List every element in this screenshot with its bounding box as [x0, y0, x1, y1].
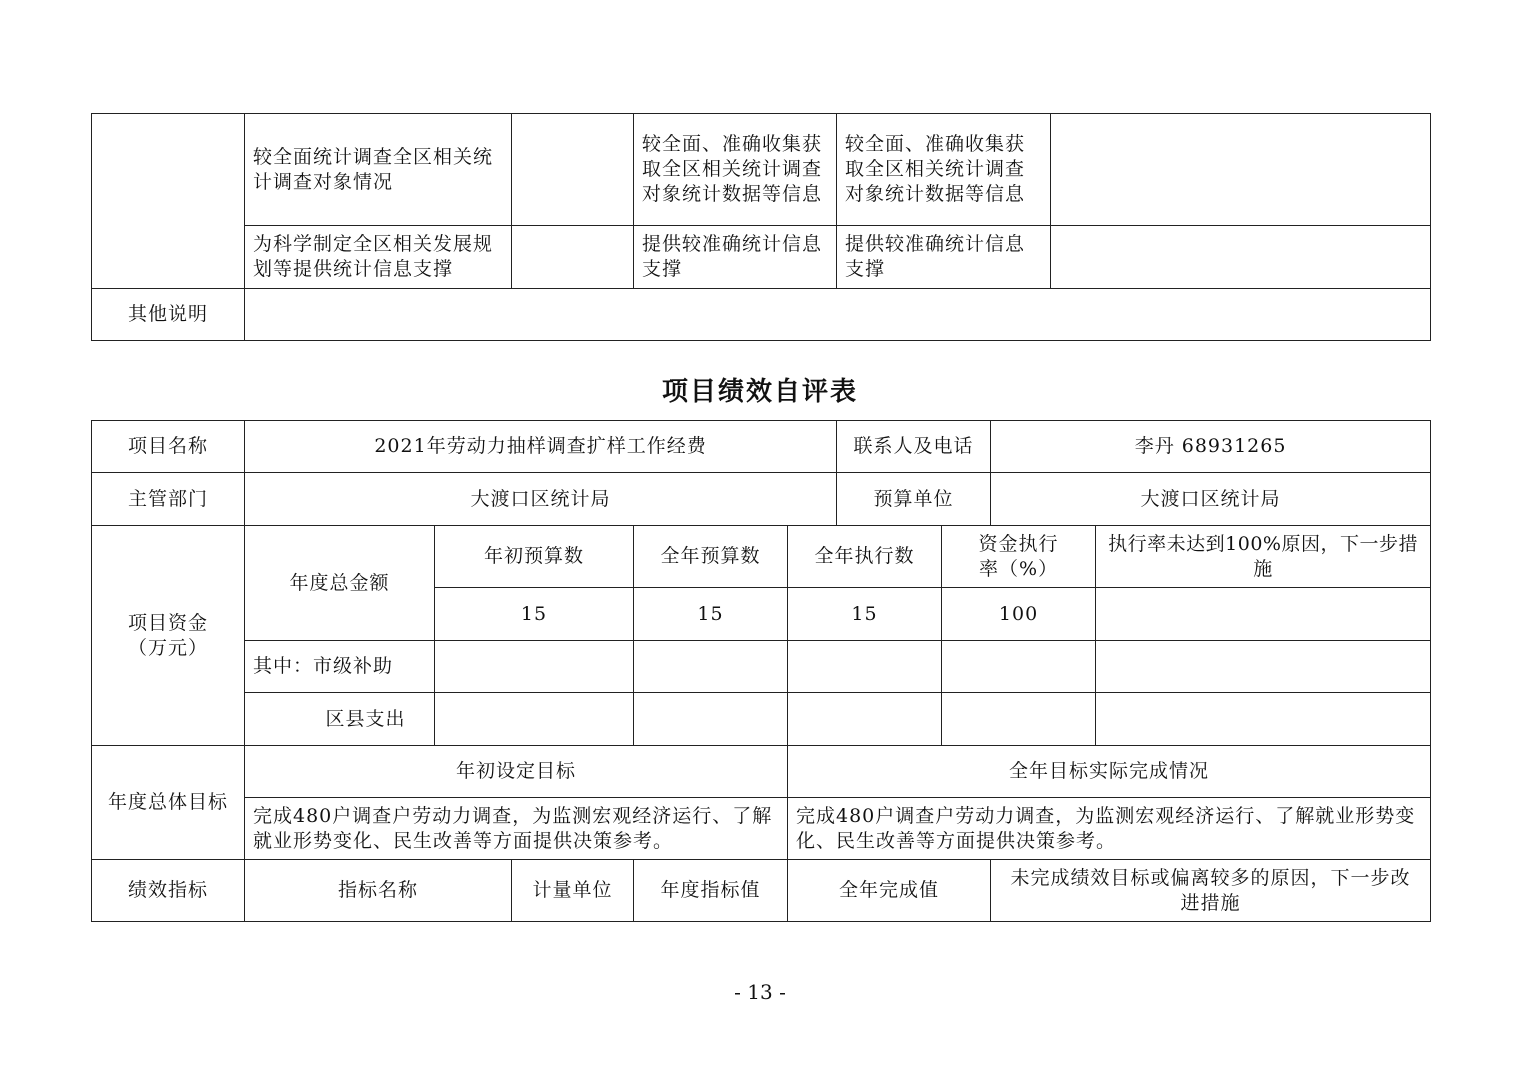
city-executed	[788, 641, 942, 693]
indicator-name: 为科学制定全区相关发展规划等提供统计信息支撑	[245, 226, 512, 289]
deviation-reason-header: 未完成绩效目标或偏离较多的原因，下一步改进措施	[991, 860, 1431, 922]
unit-cell	[512, 114, 634, 226]
header-execution-rate: 资金执行率（%）	[942, 526, 1096, 588]
actual-goal-text: 完成480户调查户劳动力调查，为监测宏观经济运行、了解就业形势变化、民生改善等方面提供决策参考。	[788, 798, 1431, 860]
target-value: 提供较准确统计信息支撑	[634, 226, 837, 289]
district-expense-label: 区县支出	[245, 693, 435, 746]
funds-label: 项目资金 （万元）	[92, 526, 245, 746]
reason-cell	[1051, 226, 1431, 289]
page-title: 项目绩效自评表	[661, 377, 858, 407]
executed-value: 15	[788, 588, 942, 641]
reason-cell	[1051, 114, 1431, 226]
city-reason	[1096, 641, 1431, 693]
page-number: - 13 -	[734, 980, 786, 1004]
indicator-name-header: 指标名称	[245, 860, 512, 922]
performance-label: 绩效指标	[92, 860, 245, 922]
other-notes-value	[245, 289, 1431, 341]
set-goal-header: 年初设定目标	[245, 746, 788, 798]
initial-budget-value: 15	[435, 588, 634, 641]
city-rate	[942, 641, 1096, 693]
actual-value: 较全面、准确收集获取全区相关统计调查对象统计数据等信息	[837, 114, 1051, 226]
dept-value: 大渡口区统计局	[245, 473, 837, 526]
district-annual	[634, 693, 788, 746]
annual-goal-label: 年度总体目标	[92, 746, 245, 860]
annual-budget-value: 15	[634, 588, 788, 641]
budget-unit-value: 大渡口区统计局	[991, 473, 1431, 526]
city-subsidy-label: 其中：市级补助	[245, 641, 435, 693]
header-annual-budget: 全年预算数	[634, 526, 788, 588]
continuation-table	[91, 113, 1431, 341]
district-rate	[942, 693, 1096, 746]
indicator-name: 较全面统计调查全区相关统计调查对象情况	[245, 114, 512, 226]
budget-unit-label: 预算单位	[837, 473, 991, 526]
unit-header: 计量单位	[512, 860, 634, 922]
city-initial	[435, 641, 634, 693]
project-name: 2021年劳动力抽样调查扩样工作经费	[245, 421, 837, 473]
set-goal-text: 完成480户调查户劳动力调查，为监测宏观经济运行、了解就业形势变化、民生改善等方面提供决策参考。	[245, 798, 788, 860]
self-evaluation-table	[91, 420, 1431, 922]
shortfall-reason-value	[1096, 588, 1431, 641]
dept-label: 主管部门	[92, 473, 245, 526]
contact-label: 联系人及电话	[837, 421, 991, 473]
annual-target-header: 年度指标值	[634, 860, 788, 922]
district-reason	[1096, 693, 1431, 746]
header-executed: 全年执行数	[788, 526, 942, 588]
other-notes-label: 其他说明	[92, 289, 245, 341]
project-name-label: 项目名称	[92, 421, 245, 473]
actual-goal-header: 全年目标实际完成情况	[788, 746, 1431, 798]
category-cell	[92, 114, 245, 289]
city-annual	[634, 641, 788, 693]
target-value: 较全面、准确收集获取全区相关统计调查对象统计数据等信息	[634, 114, 837, 226]
total-amount-label: 年度总金额	[245, 526, 435, 641]
header-shortfall-reason: 执行率未达到100%原因，下一步措施	[1096, 526, 1431, 588]
district-initial	[435, 693, 634, 746]
district-executed	[788, 693, 942, 746]
contact-value: 李丹 68931265	[991, 421, 1431, 473]
unit-cell	[512, 226, 634, 289]
annual-actual-header: 全年完成值	[788, 860, 991, 922]
header-initial-budget: 年初预算数	[435, 526, 634, 588]
actual-value: 提供较准确统计信息支撑	[837, 226, 1051, 289]
execution-rate-value: 100	[942, 588, 1096, 641]
